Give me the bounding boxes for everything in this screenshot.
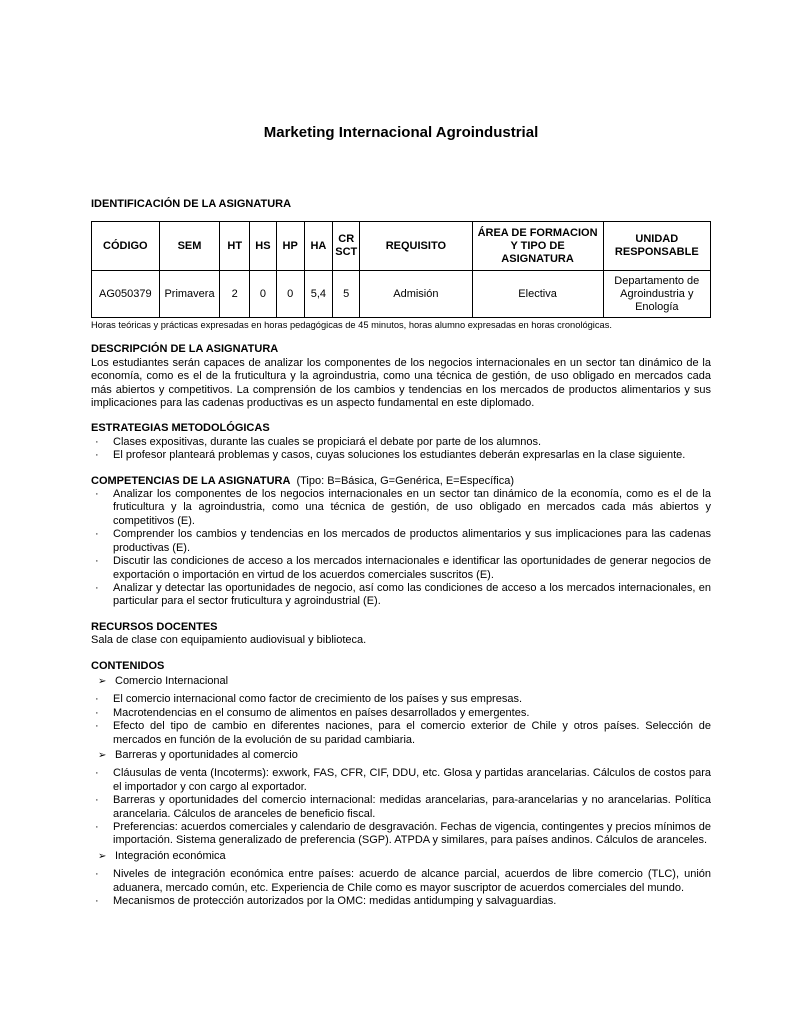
dot-bullet-icon: · <box>95 581 99 594</box>
cell-requisito: Admisión <box>360 271 472 318</box>
contents-item-text: Cláusulas de venta (Incoterms): exwork, FAS, CFR, CIF, DDU, etc. Glosa y partidas arancelarias. Cálculos de costos para el importador y con cargo al exportador. <box>113 767 711 793</box>
list-item <box>91 528 711 555</box>
list-item <box>91 693 711 706</box>
contents-item-text: El comercio internacional como factor de crecimiento de los países y sus empresas. <box>113 693 523 706</box>
cell-cr-sct: 5 <box>333 271 360 318</box>
dot-bullet-icon: · <box>95 555 99 568</box>
identification-heading: IDENTIFICACIÓN DE LA ASIGNATURA <box>91 198 292 210</box>
contents-item-text: Mecanismos de protección autorizados por la OMC: medidas antidumping y salvaguardias. <box>113 895 557 908</box>
contents-item-text: Barreras y oportunidades del comercio internacional: medidas arancelarias, para-arancelarias y no arancelarias. Política arancelaria. Cálculos de aranceles de beneficio fiscal. <box>113 794 711 820</box>
col-header-unidad-responsable: UNIDAD RESPONSABLE <box>603 222 710 271</box>
contents-heading: CONTENIDOS <box>91 659 165 672</box>
dot-bullet-icon: · <box>95 821 99 833</box>
dot-bullet-icon: · <box>95 693 99 706</box>
contents-item-text: Preferencias: acuerdos comerciales y calendario de desgravación. Fechas de vigencia, contingentes y precios mínimos de importación. Sistema generalizado de preferencia (SGP). ATPDA y similares, para países andinos. Cálculos de aranceles. <box>113 821 711 847</box>
list-item <box>91 821 711 848</box>
contents-group-title <box>91 850 711 863</box>
list-item <box>91 707 711 720</box>
resources-heading: RECURSOS DOCENTES <box>91 620 218 633</box>
competency-item-text: Analizar y detectar las oportunidades de negocio, así como las condiciones de acceso a los mercados internacionales, en particular para el sector fruticultura y agroindustrial (E). <box>113 581 711 608</box>
cell-sem: Primavera <box>159 271 220 318</box>
section-description <box>91 343 711 410</box>
col-header-cr-sct: CR SCT <box>333 222 360 271</box>
cell-hs: 0 <box>250 271 277 318</box>
table-footnote: Horas teóricas y prácticas expresadas en horas pedagógicas de 45 minutos, horas alumno expresadas en horas cronológicas. <box>91 320 612 331</box>
col-header-requisito: REQUISITO <box>360 222 472 271</box>
cell-ht: 2 <box>220 271 250 318</box>
section-resources <box>91 621 711 648</box>
dot-bullet-icon: · <box>95 895 99 908</box>
cell-codigo: AG050379 <box>92 271 160 318</box>
competency-item-text: Discutir las condiciones de acceso a los mercados internacionales e identificar las oportunidades de generar negocios de exportación o importación en virtud de los acuerdos comerciales suscritos (E). <box>113 555 711 581</box>
list-item <box>91 895 711 908</box>
competency-item-text: Comprender los cambios y tendencias en los mercados de productos alimentarios y sus implicaciones para las cadenas productivas (E). <box>113 528 711 554</box>
col-header-hp: HP <box>276 222 304 271</box>
section-strategies <box>91 422 711 462</box>
section-identification <box>91 198 711 331</box>
section-contents <box>91 660 711 909</box>
dot-bullet-icon: · <box>95 706 99 719</box>
table-row <box>92 271 711 318</box>
competencies-heading-text: COMPETENCIAS DE LA ASIGNATURA <box>91 474 291 487</box>
dot-bullet-icon: · <box>95 794 99 807</box>
contents-group-title-text: Integración económica <box>115 849 226 862</box>
cell-hp: 0 <box>276 271 304 318</box>
list-item <box>91 555 711 582</box>
description-heading: DESCRIPCIÓN DE LA ASIGNATURA <box>91 343 279 356</box>
list-item <box>91 582 711 609</box>
document-title: Marketing Internacional Agroindustrial <box>263 124 539 141</box>
strategy-item-text: Clases expositivas, durante las cuales se propiciará el debate por parte de los alumnos. <box>113 435 542 448</box>
dot-bullet-icon: · <box>95 449 99 462</box>
contents-item-text: Niveles de integración económica entre países: acuerdo de alcance parcial, acuerdos de libre comercio (TLC), unión aduanera, mercado común, etc. Experiencia de Chile como es mayor suscriptor de acuerdos comerciales del mundo. <box>113 868 711 894</box>
competency-item-text: Analizar los componentes de los negocios internacionales en un sector tan dinámico de la economía, como es el de la fruticultura y la agroindustria, como una técnica de gestión, de uso obligado en mercados cada más abiertos y competitivos (E). <box>113 488 711 527</box>
strategies-heading: ESTRATEGIAS METODOLÓGICAS <box>91 422 270 435</box>
col-header-area-formacion: ÁREA DE FORMACION Y TIPO DE ASIGNATURA <box>472 222 603 271</box>
arrow-bullet-icon: ➢ <box>98 675 107 687</box>
course-info-table <box>91 221 711 318</box>
col-header-ht: HT <box>220 222 250 271</box>
list-item <box>91 488 711 528</box>
list-item <box>91 436 711 449</box>
list-item <box>91 720 711 747</box>
resources-body: Sala de clase con equipamiento audiovisual y biblioteca. <box>91 634 367 647</box>
dot-bullet-icon: · <box>95 767 99 780</box>
col-header-hs: HS <box>250 222 277 271</box>
strategy-item-text: El profesor planteará problemas y casos, cuyas soluciones los estudiantes deberán expresarlas en la clase siguiente. <box>113 449 686 462</box>
section-competencies <box>91 475 711 609</box>
contents-group-title <box>91 749 711 762</box>
col-header-ha: HA <box>304 222 333 271</box>
cell-ha: 5,4 <box>304 271 333 318</box>
arrow-bullet-icon: ➢ <box>98 850 107 862</box>
table-header-row <box>92 222 711 271</box>
contents-group-title-text: Barreras y oportunidades al comercio <box>115 748 298 761</box>
arrow-bullet-icon: ➢ <box>98 749 107 761</box>
contents-item-text: Efecto del tipo de cambio en diferentes naciones, para el comercio exterior de Chile y otros países. Selección de mercados en función de la evolución de su paridad cambiaria. <box>113 720 711 746</box>
list-item <box>91 794 711 821</box>
list-item <box>91 449 711 462</box>
cell-unidad-responsable: Departamento de Agroindustria y Enología <box>603 271 710 318</box>
cell-area-formacion: Electiva <box>472 271 603 318</box>
list-item <box>91 868 711 895</box>
col-header-sem: SEM <box>159 222 220 271</box>
contents-group-title-text: Comercio Internacional <box>115 674 229 687</box>
col-header-codigo: CÓDIGO <box>92 222 160 271</box>
description-body: Los estudiantes serán capaces de analizar los componentes de los negocios internacionales en un sector tan dinámico de la economía, como es el de la fruticultura y la agroindustria, como una técnica de gestión, de uso obligado en mercados cada más abiertos y competitivos. La comprensión de los cambios y tendencias en los mercados de productos alimentarios y sus implicaciones para las cadenas productivas es un aspecto fundamental en este diplomado. <box>91 356 711 410</box>
dot-bullet-icon: · <box>95 720 99 733</box>
dot-bullet-icon: · <box>95 868 99 881</box>
dot-bullet-icon: · <box>95 528 99 541</box>
dot-bullet-icon: · <box>95 435 99 448</box>
contents-item-text: Macrotendencias en el consumo de alimentos en países desarrollados y emergentes. <box>113 706 530 719</box>
competencies-heading-note: (Tipo: B=Básica, G=Genérica, E=Específica) <box>296 474 514 487</box>
competencies-heading <box>91 475 711 488</box>
dot-bullet-icon: · <box>95 488 99 501</box>
list-item <box>91 767 711 794</box>
contents-group-title <box>91 675 711 688</box>
